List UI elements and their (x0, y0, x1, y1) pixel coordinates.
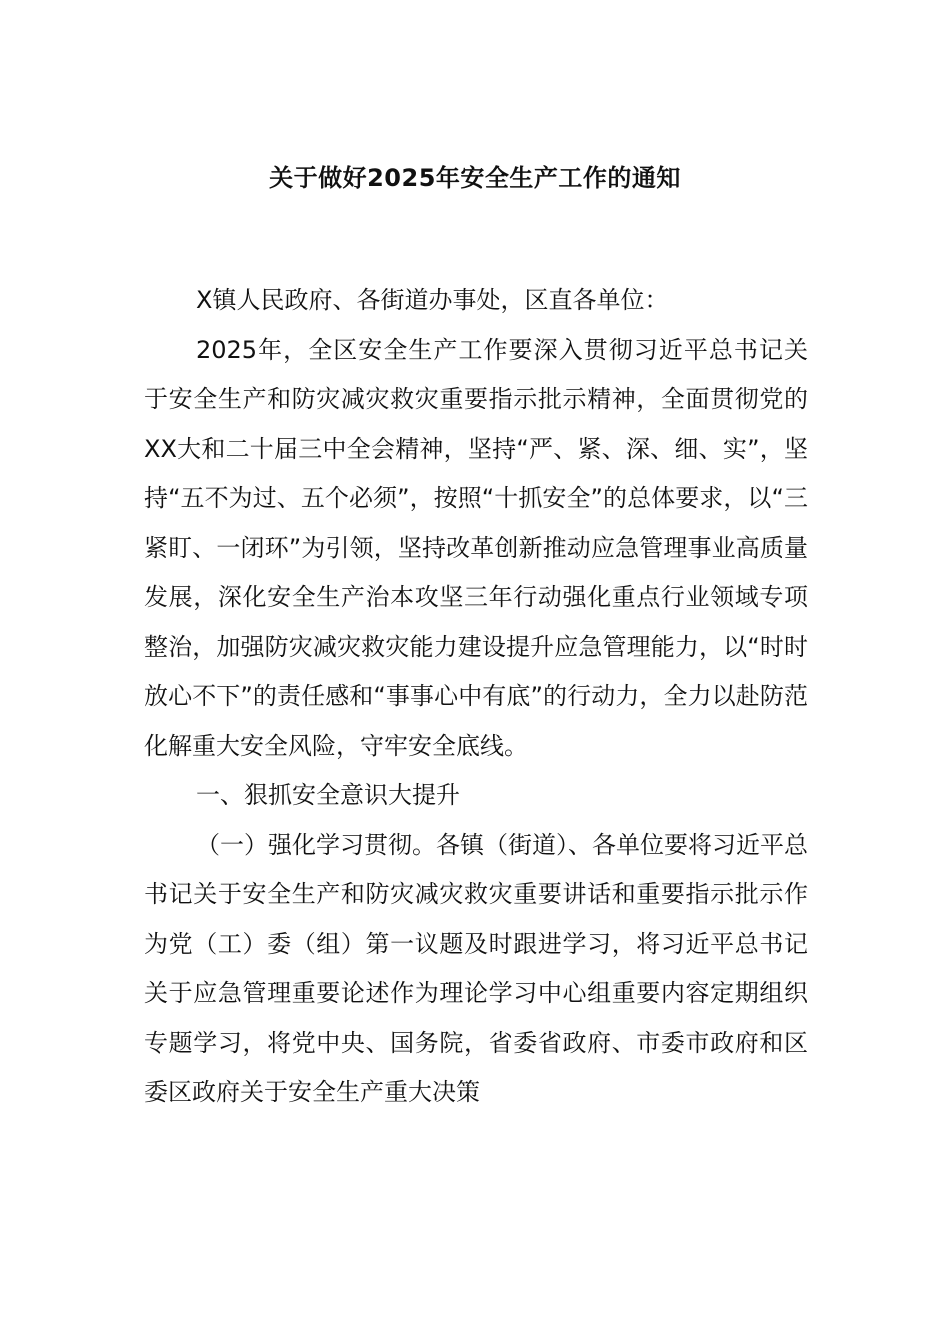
subsection-paragraph: （一）强化学习贯彻。各镇（街道）、各单位要将习近平总书记关于安全生产和防灾减灾救灾重要讲话和重要指示批示作为党（工）委（组）第一议题及时跟进学习，将习近平总书记关于应急管理重要论述作为理论学习中心组重要内容定期组织专题学习，将党中央、国务院，省委省政府、市委市政府和区委区政府关于安全生产重大决策 (144, 830, 808, 1106)
section-heading: 一、狠抓安全意识大提升 (196, 781, 460, 809)
document-title: 关于做好2025年安全生产工作的通知 (269, 164, 681, 192)
salutation: X镇人民政府、各街道办事处，区直各单位： (196, 286, 669, 314)
body-paragraph: 2025年，全区安全生产工作要深入贯彻习近平总书记关于安全生产和防灾减灾救灾重要指示批示精神，全面贯彻党的XX大和二十届三中全会精神，坚持“严、紧、深、细、实”，坚持“五不为过、五个必须”，按照“十抓安全”的总体要求，以“三紧盯、一闭环”为引领，坚持改革创新推动应急管理事业高质量发展，深化安全生产治本攻坚三年行动强化重点行业领域专项整治，加强防灾减灾救灾能力建设提升应急管理能力，以“时时放心不下”的责任感和“事事心中有底”的行动力，全力以赴防范化解重大安全风险，守牢安全底线。 (144, 335, 808, 760)
document-body (144, 276, 808, 1118)
